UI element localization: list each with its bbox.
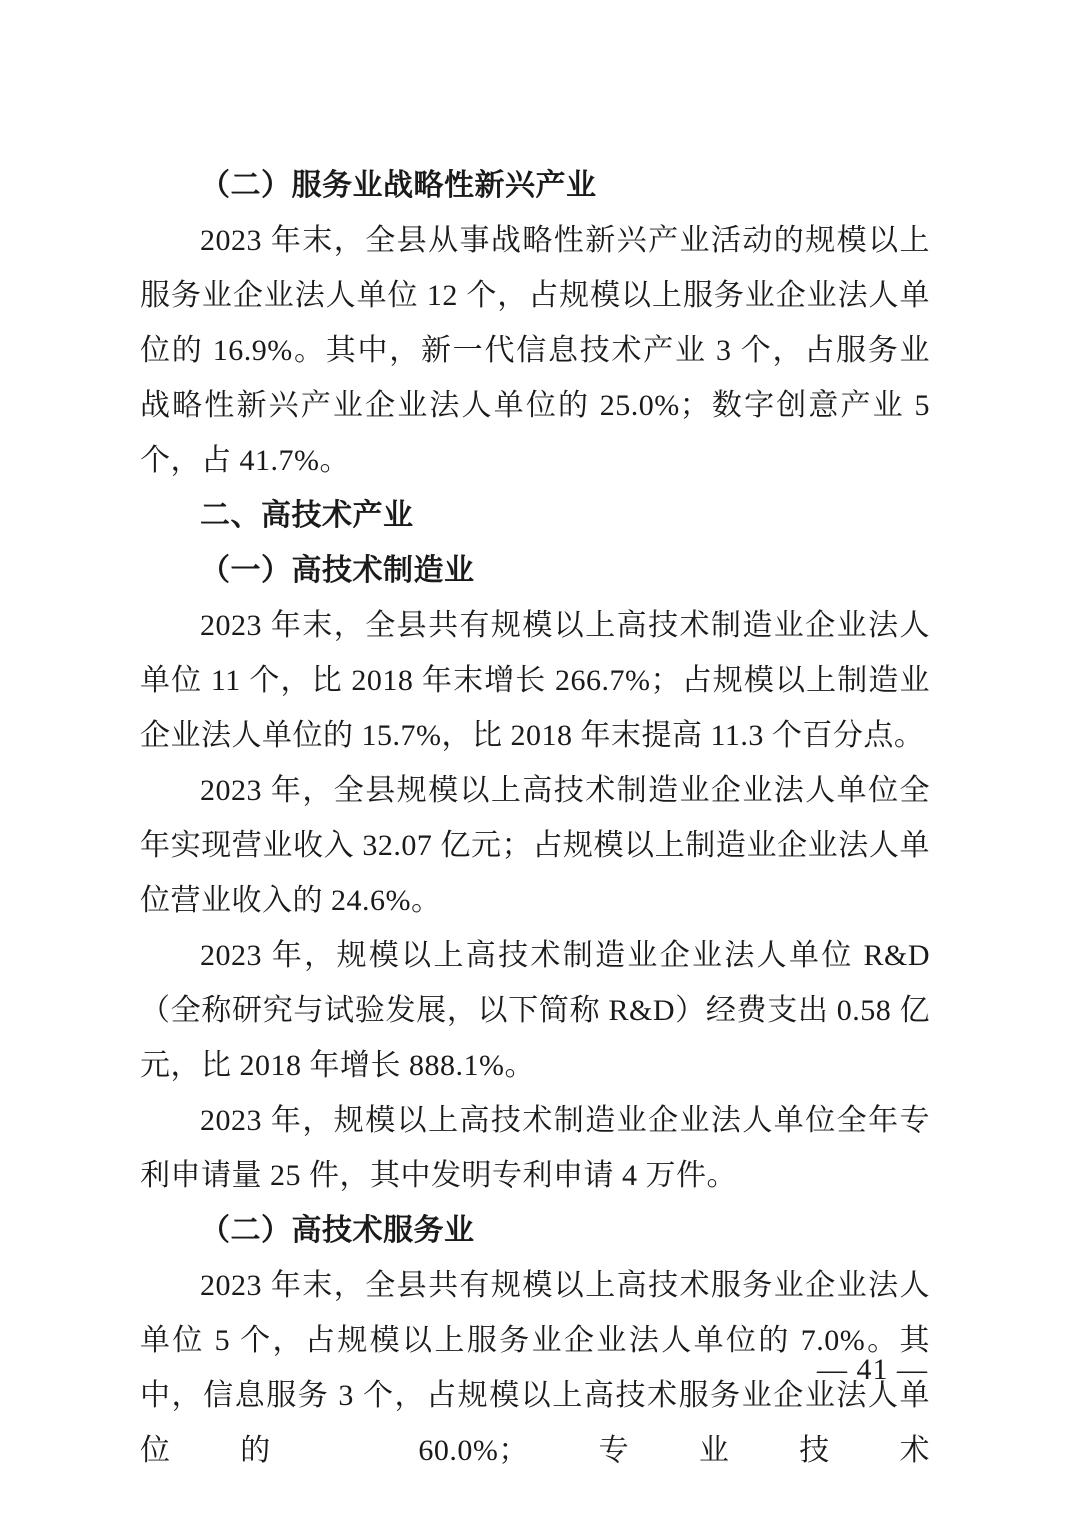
body-paragraph: 2023 年末，全县从事战略性新兴产业活动的规模以上服务业企业法人单位 12 个，占规模以上服务业企业法人单位的 16.9%。其中，新一代信息技术产业 3 个，占服务业战略性新兴产业企业法人单位的 25.0%；数字创意产业 5 个，占 41.7%。: [140, 224, 930, 477]
document-body: [140, 158, 930, 1478]
page-number: — 41 —: [817, 1353, 928, 1386]
body-paragraph: 2023 年，全县规模以上高技术制造业企业法人单位全年实现营业收入 32.07 亿元；占规模以上制造业企业法人单位营业收入的 24.6%。: [140, 774, 930, 917]
section-heading: （一）高技术制造业: [200, 554, 475, 587]
section-heading: （二）高技术服务业: [200, 1214, 475, 1247]
body-paragraph: 2023 年，规模以上高技术制造业企业法人单位全年专利申请量 25 件，其中发明专利申请 4 万件。: [140, 1104, 930, 1192]
body-paragraph: 2023 年，规模以上高技术制造业企业法人单位 R&D（全称研究与试验发展，以下简称 R&D）经费支出 0.58 亿元，比 2018 年增长 888.1%。: [140, 939, 930, 1082]
body-paragraph: 2023 年末，全县共有规模以上高技术制造业企业法人单位 11 个，比 2018 年末增长 266.7%；占规模以上制造业企业法人单位的 15.7%，比 2018 年末提高 11.3 个百分点。: [140, 609, 930, 752]
section-heading: （二）服务业战略性新兴产业: [200, 169, 597, 202]
section-heading: 二、高技术产业: [200, 499, 414, 532]
body-paragraph: 2023 年末，全县共有规模以上高技术服务业企业法人单位 5 个，占规模以上服务业企业法人单位的 7.0%。其中，信息服务 3 个，占规模以上高技术服务业企业法人单位的 60.0%；专业技术: [140, 1269, 930, 1467]
